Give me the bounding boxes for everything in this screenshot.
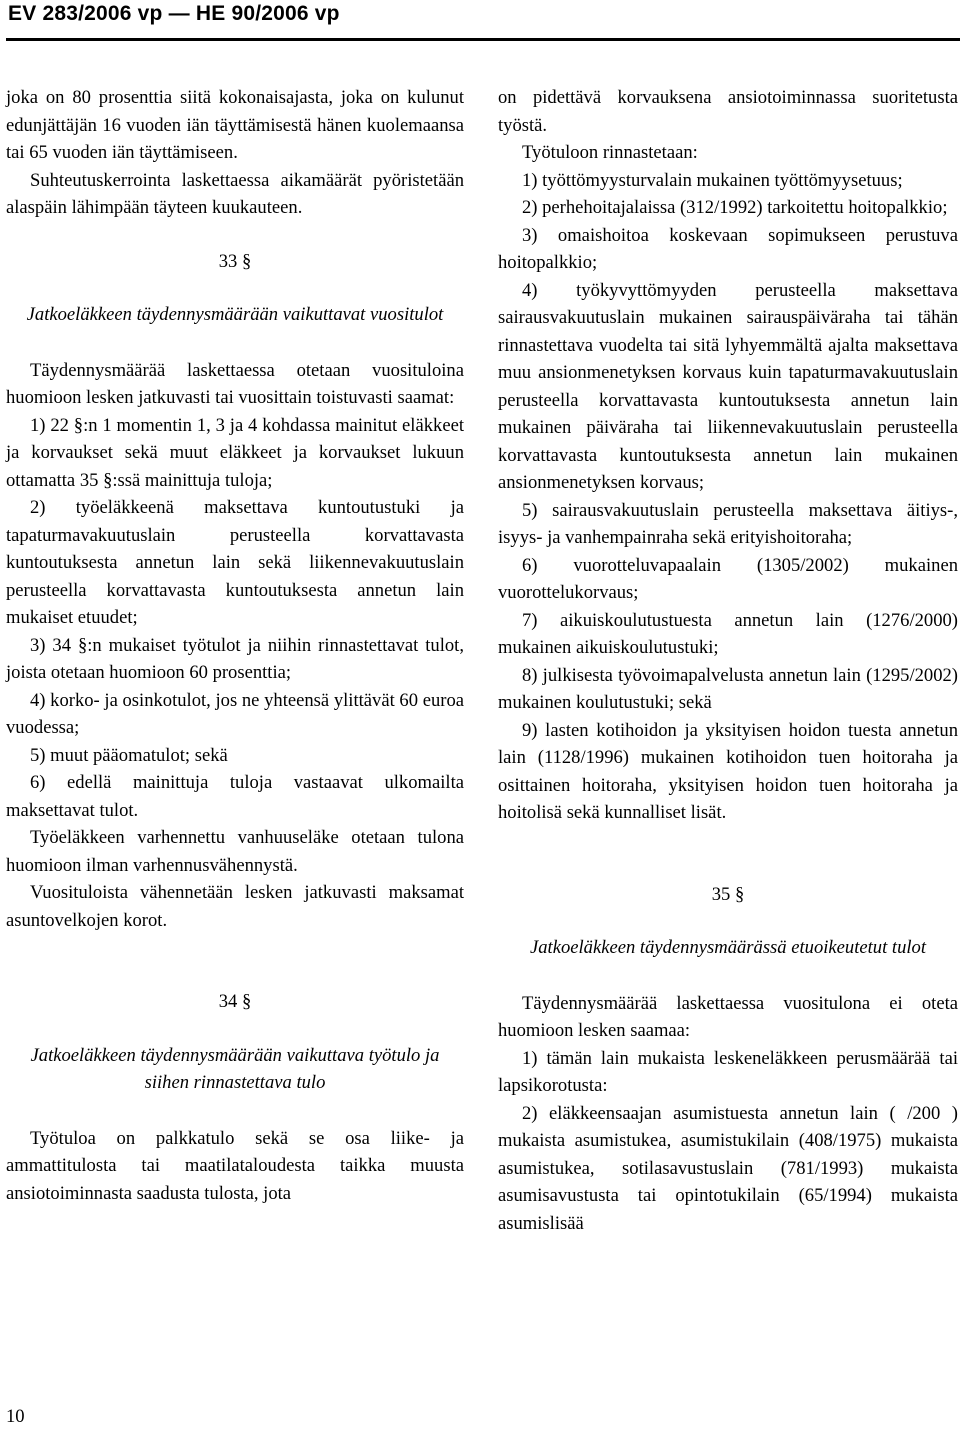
list-item: 6) vuorotteluvapaalain (1305/2002) mukainen vuorottelukorvaus; xyxy=(498,554,958,603)
paragraph: on pidettävä korvauksena ansiotoiminnassa suoritetusta työstä. xyxy=(498,87,958,136)
paragraph: Työtuloon rinnastetaan: xyxy=(522,142,698,163)
list-item: 4) työkyvyttömyyden perusteella maksettava sairausvakuutuslain mukainen sairauspäiväraha tai tähän rinnastettava vuodelta tai sitä lyhyemmältä ajalta maksettava muu ansionmenetyksen korvaus kuin tapaturmavakuutuslain perusteella korvattavasta kuntoutuksesta annetun lain mukainen päiväraha tai liikennevakuutuslain perusteella korvattavasta kuntoutuksesta annetun lain mukainen ansionmenetyksen korvaus; xyxy=(498,279,958,493)
list-item: 8) julkisesta työvoimapalvelusta annetun lain (1295/2002) mukainen koulutustuki; sekä xyxy=(498,664,958,713)
list-item: 2) työeläkkeenä maksettava kuntoutustuki ja tapaturmavakuutuslain perusteella korvattavasta kuntoutuksesta annetun lain sekä liikennevakuutuslain perusteella korvattavasta kuntoutuksesta annetun lain mukaiset etuudet; xyxy=(6,497,464,628)
list-item: 1) tämän lain mukaista leskeneläkkeen perusmäärää tai lapsikorotusta: xyxy=(498,1047,958,1096)
list-item: 5) sairausvakuutuslain perusteella maksettava äitiys-, isyys- ja vanhempainraha sekä erityishoitoraha; xyxy=(498,499,958,548)
list-item: 5) muut pääomatulot; sekä xyxy=(30,744,228,766)
section-title-34: Jatkoeläkkeen täydennysmäärään vaikuttava työtulo ja siihen rinnastettava tulo xyxy=(30,1044,440,1093)
list-item: 3) 34 §:n mukaiset työtulot ja niihin rinnastettavat tulot, joista otetaan huomioon 60 prosenttia; xyxy=(6,634,464,683)
paragraph: Työeläkkeen varhennettu vanhuuseläke otetaan tulona huomioon ilman varhennusvähennystä. xyxy=(6,827,464,876)
list-item: 4) korko- ja osinkotulot, jos ne yhteensä ylittävät 60 euroa vuodessa; xyxy=(6,689,464,738)
page-number: 10 xyxy=(6,1406,25,1427)
left-column xyxy=(6,84,464,1207)
paragraph: Täydennysmäärää laskettaessa vuositulona ei oteta huomioon lesken saamaa: xyxy=(498,992,958,1041)
list-item: 2) perhehoitajalaissa (312/1992) tarkoitettu hoitopalkkio; xyxy=(522,197,948,218)
paragraph: joka on 80 prosenttia siitä kokonaisajasta, joka on kulunut edunjättäjän 16 vuoden iän täyttämisestä hänen kuolemaansa tai 65 vuoden iän täyttämiseen. xyxy=(6,87,464,163)
paragraph: Vuosituloista vähennetään lesken jatkuvasti maksamat asuntovelkojen korot. xyxy=(6,882,464,931)
list-item: 6) edellä mainittuja tuloja vastaavat ulkomailta maksettavat tulot. xyxy=(6,772,464,821)
section-number-33: 33 § xyxy=(218,250,252,272)
list-item: 1) työttömyysturvalain mukainen työttömyysetuus; xyxy=(522,169,903,191)
list-item: 9) lasten kotihoidon ja yksityisen hoidon tuesta annetun lain (1128/1996) mukainen kotihoidon tuen hoitoraha ja osittainen hoitoraha, yksityisen hoidon tuen hoitoraha ja hoitolisä sekä kunnalliset lisät. xyxy=(498,719,958,823)
section-title-35: Jatkoeläkkeen täydennysmäärässä etuoikeutetut tulot xyxy=(529,937,927,958)
list-item: 3) omaishoitoa koskevaan sopimukseen perustuva hoitopalkkio; xyxy=(498,224,958,273)
section-number-34: 34 § xyxy=(218,991,252,1012)
paragraph: Työtuloa on palkkatulo sekä se osa liike- ja ammattitulosta tai maatilataloudesta taikka muusta ansiotoiminnasta saadusta tulosta, jota xyxy=(6,1127,464,1204)
running-header xyxy=(6,0,960,41)
section-number-35: 35 § xyxy=(711,883,745,905)
section-title-33: Jatkoeläkkeen täydennysmäärään vaikuttavat vuositulot xyxy=(26,304,444,325)
paragraph: Suhteutuskerrointa laskettaessa aikamäärät pyöristetään alaspäin lähimpään täyteen kuukauteen. xyxy=(6,169,464,218)
list-item: 7) aikuiskoulutustuesta annetun lain (1276/2000) mukainen aikuiskoulutustuki; xyxy=(498,609,958,658)
paragraph: Täydennysmäärää laskettaessa otetaan vuosituloina huomioon lesken jatkuvasti tai vuosittain toistuvasti saamat: xyxy=(6,359,464,408)
list-item: 1) 22 §:n 1 momentin 1, 3 ja 4 kohdassa mainitut eläkkeet ja korvaukset sekä muut eläkkeet ja korvaukset lukuun ottamatta 35 §:ssä mainittuja tuloja; xyxy=(6,414,464,491)
right-column xyxy=(498,84,958,1237)
header-title: EV 283/2006 vp — HE 90/2006 vp xyxy=(8,2,340,25)
list-item: 2) eläkkeensaajan asumistuesta annetun lain ( /200 ) mukaista asumistukea, asumistukilain (408/1975) mukaista asumistukea, sotilasavustuslain (781/1993) mukaista asumisavustusta tai opintotukilain (65/1994) mukaista asumislisää xyxy=(498,1102,958,1234)
